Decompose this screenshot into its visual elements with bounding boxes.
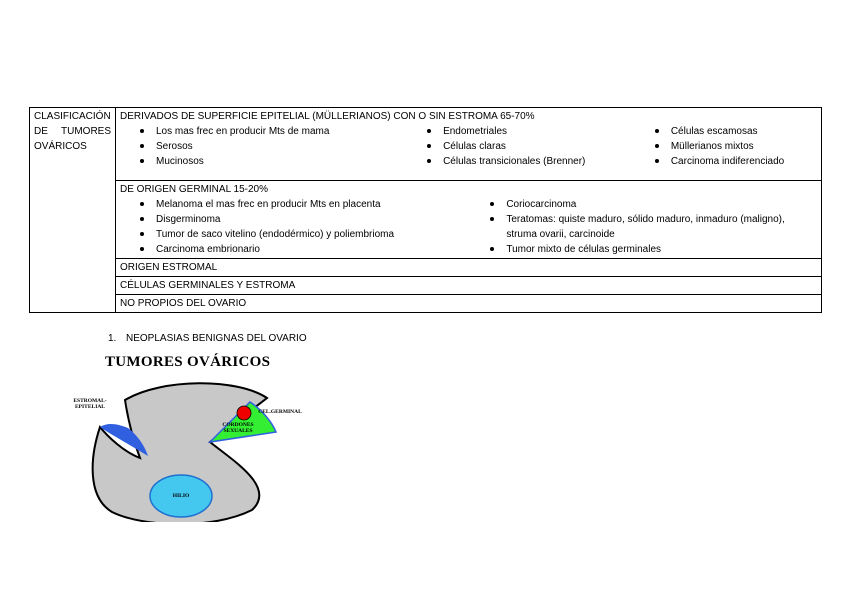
label-word-tumores: TUMORES — [61, 126, 111, 137]
list-item: Carcinoma indiferenciado — [671, 154, 817, 169]
list-item: Mucinosos — [156, 154, 407, 169]
epithelial-list-3 — [635, 124, 817, 169]
list-item: Células transicionales (Brenner) — [443, 154, 635, 169]
classification-label-cell — [30, 108, 116, 313]
label-word-de: DE — [34, 126, 48, 137]
ovarian-tumor-diagram — [62, 372, 312, 522]
list-item: Células claras — [443, 139, 635, 154]
germinal-list-1 — [120, 197, 470, 257]
list-item: Tumor de saco vitelino (endodérmico) y poliembrioma — [156, 227, 470, 242]
germ-stroma-row: CÉLULAS GERMINALES Y ESTROMA — [116, 277, 822, 295]
germinal-list-2 — [470, 197, 817, 257]
epithelial-title: DERIVADOS DE SUPERFICIE EPITELIAL (MÜLLERIANOS) CON O SIN ESTROMA 65-70% — [120, 111, 535, 122]
epithelial-list-2 — [407, 124, 635, 169]
label-epithelial-line: EPITELIAL — [75, 404, 105, 410]
diagram-svg — [62, 372, 312, 522]
list-item: Serosos — [156, 139, 407, 154]
list-item: Los mas frec en producir Mts de mama — [156, 124, 407, 139]
classification-table — [29, 107, 822, 313]
label-line-3: OVÁRICOS — [34, 141, 87, 152]
stromal-row: ORIGEN ESTROMAL — [116, 259, 822, 277]
epithelial-list-1 — [120, 124, 407, 169]
list-item: Endometriales — [443, 124, 635, 139]
label-cords-line: CORDONES — [222, 422, 254, 428]
section-heading — [108, 333, 307, 344]
germinal-cell — [116, 181, 822, 259]
list-item: Células escamosas — [671, 124, 817, 139]
list-item: Teratomas: quiste maduro, sólido maduro, inmaduro (maligno), struma ovarii, carcinoide — [506, 212, 817, 242]
list-item: Coriocarcinoma — [506, 197, 817, 212]
label-line-2 — [34, 124, 111, 139]
label-sexuales-line: SEXUALES — [223, 428, 253, 434]
germ-cell-dot — [237, 406, 251, 420]
section-number: 1. — [108, 333, 117, 344]
label-germ-cell: CEL.GERMINAL — [258, 409, 302, 415]
label-line-1: CLASIFICACIÓN — [34, 111, 111, 122]
list-item: Carcinoma embrionario — [156, 242, 470, 257]
epithelial-cell — [116, 108, 822, 181]
list-item: Melanoma el mas frec en producir Mts en placenta — [156, 197, 470, 212]
label-stromal-epithelial — [66, 398, 114, 410]
list-item: Müllerianos mixtos — [671, 139, 817, 154]
label-sex-cords — [216, 422, 260, 434]
label-hilum: HILIO — [172, 493, 190, 499]
section-title: NEOPLASIAS BENIGNAS DEL OVARIO — [126, 333, 307, 344]
figure-title: TUMORES OVÁRICOS — [105, 354, 271, 370]
label-stromal-line: ESTROMAL- — [73, 398, 107, 404]
list-item: Disgerminoma — [156, 212, 470, 227]
list-item: Tumor mixto de células germinales — [506, 242, 817, 257]
non-ovarian-row: NO PROPIOS DEL OVARIO — [116, 295, 822, 313]
germinal-title: DE ORIGEN GERMINAL 15-20% — [120, 184, 269, 195]
